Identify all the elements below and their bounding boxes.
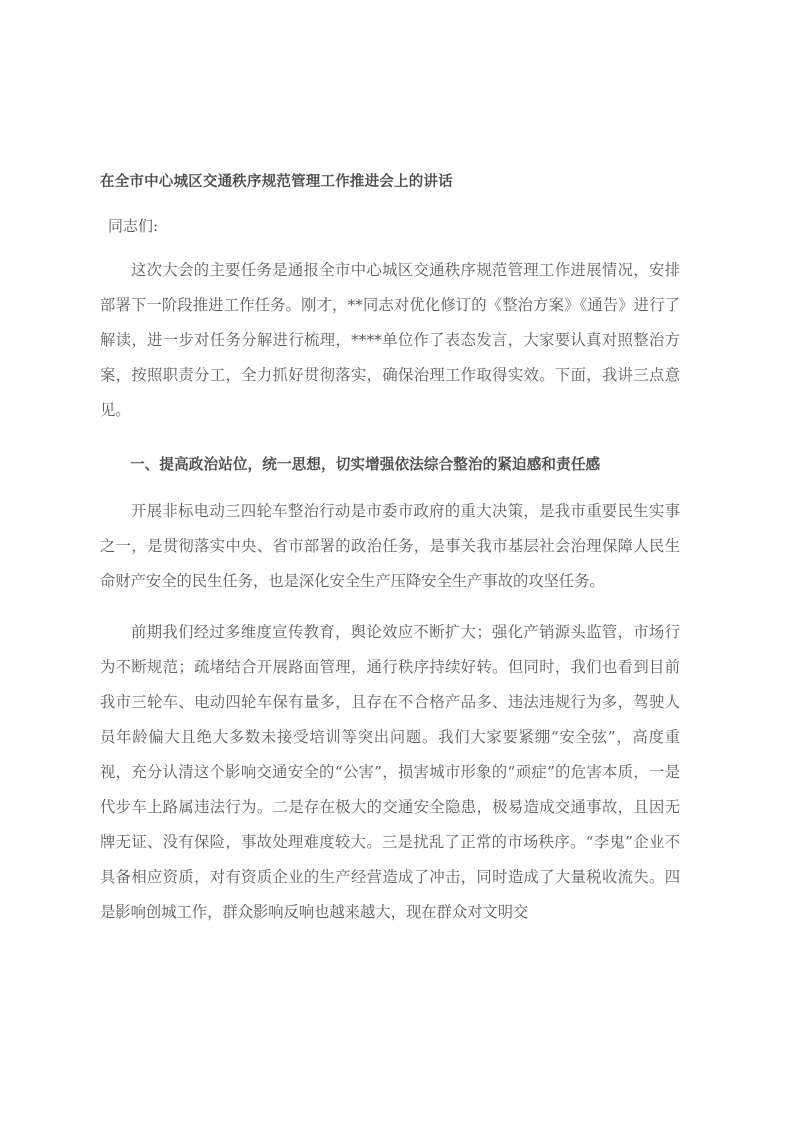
section-one-paragraph-2: 前期我们经过多维度宣传教育，舆论效应不断扩大；强化产销源头监管，市场行为不断规范；疏堵结合开展路面管理，通行秩序持续好转。但同时，我们也看到目前我市三轮车、电动四轮车保有量多，且存在不合格产品多、违法违规行为多，驾驶人员年龄偏大且绝大多数未接受培训等突出问题。我们大家要紧绷“安全弦”，高度重视，充分认清这个影响交通安全的“公害”，损害城市形象的“顽症”的危害本质，一是代步车上路属违法行为。二是存在极大的交通安全隐患，极易造成交通事故，且因无牌无证、没有保险，事故处理难度较大。三是扰乱了正常的市场秩序。“李鬼”企业不具备相应资质，对有资质企业的生产经营造成了冲击，同时造成了大量税收流失。四是影响创城工作，群众影响反响也越来越大，现在群众对文明交 [100, 623, 680, 921]
section-heading-one: 一、提高政治站位，统一思想，切实增强依法综合整治的紧迫感和责任感 [130, 456, 601, 473]
document-body [100, 172, 680, 930]
salutation: 同志们: [108, 217, 159, 235]
document-title: 在全市中心城区交通秩序规范管理工作推进会上的讲话 [100, 174, 453, 190]
section-one-paragraph-1: 开展非标电动三四轮车整治行动是市委市政府的重大决策，是我市重要民生实事之一，是贯彻落实中央、省市部署的政治任务，是事关我市基层社会治理保障人民生命财产安全的民生任务，也是深化安全生产压降安全生产事故的攻坚任务。 [100, 502, 680, 590]
opening-paragraph: 这次大会的主要任务是通报全市中心城区交通秩序规范管理工作进展情况，安排部署下一阶段推进工作任务。刚才，**同志对优化修订的《整治方案》《通告》进行了解读，进一步对任务分解进行梳理，****单位作了表态发言，大家要认真对照整治方案，按照职责分工，全力抓好贯彻落实，确保治理工作取得实效。下面，我讲三点意见。 [100, 261, 680, 419]
